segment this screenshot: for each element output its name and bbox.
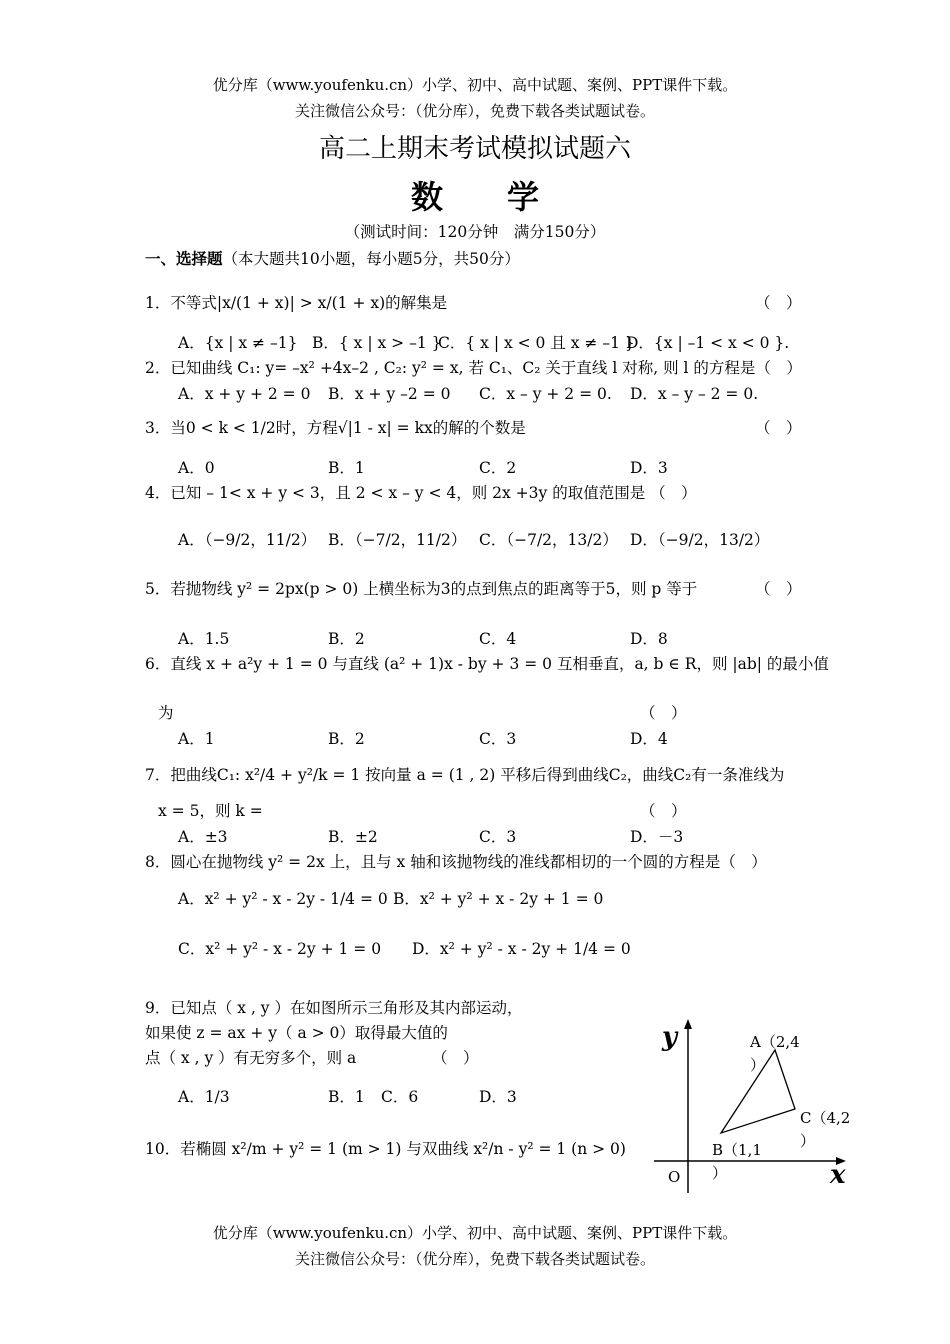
exam-title: 高二上期末考试模拟试题六 [318,134,631,164]
q8-option-b: B．x² + y² + x - 2y + 1 = 0 [393,890,604,908]
q8-option-a: A．x² + y² - x - 2y - 1/4 = 0 [178,890,388,908]
exam-info: （测试时间：120分钟 满分150分） [344,223,606,241]
q2-option-a: A．x + y + 2 = 0 [178,385,311,403]
q3-stem: 3．当0 < k < 1/2时，方程√|1 - x| = kx的解的个数是 [145,419,526,437]
q3-option-a: A．0 [178,459,215,477]
q6-option-c: C．3 [479,730,517,748]
q5-option-c: C．4 [479,630,517,648]
subject-title: 数 学 [410,178,539,216]
q6-option-a: A．1 [178,730,215,748]
q7-option-c: C．3 [479,828,517,846]
point-c-label: C（4,2 [800,1109,851,1127]
q9-option-c: C．6 [381,1088,419,1106]
q7-stem: 7．把曲线C₁: x²/4 + y²/k = 1 按向量 a = (1 , 2) 平移后得到曲线C₂，曲线C₂有一条准线为 [145,766,785,784]
q9-mark: （ ） [432,1049,479,1067]
q4-stem: 4．已知 – 1< x + y < 3，且 2 < x – y < 4，则 2x +3y 的取值范围是 （ ） [145,484,697,502]
q3-mark: （ ） [755,419,802,437]
header-line-1: 优分库（www.youfenku.cn）小学、初中、高中试题、案例、PPT课件下载。 [212,76,738,94]
q2-option-c: C．x – y + 2 = 0. [479,385,612,403]
q5-option-b: B．2 [328,630,365,648]
q6-mark: （ ） [640,704,687,722]
q1-mark: （ ） [755,294,802,312]
q3-option-b: B．1 [328,459,365,477]
q10-stem: 10．若椭圆 x²/m + y² = 1 (m > 1) 与双曲线 x²/n - y² = 1 (n > 0) [145,1140,626,1158]
q8-option-c: C．x² + y² - x - 2y + 1 = 0 [178,940,382,958]
q5-option-d: D．8 [630,630,668,648]
point-a-label-close: ） [750,1056,766,1074]
q7-mark: （ ） [640,802,687,820]
header-line-2: 关注微信公众号：（优分库），免费下载各类试题试卷。 [294,102,655,120]
q2-option-d: D．x – y – 2 = 0. [630,385,759,403]
q7-option-b: B．±2 [328,828,378,846]
q6-option-b: B．2 [328,730,365,748]
point-c-label-close: ） [800,1132,816,1150]
q4-option-c: C．（−7/2，13/2） [479,531,618,549]
q9-option-b: B．1 [328,1088,365,1106]
q2-stem: 2．已知曲线 C₁: y= –x² +4x–2 , C₂: y² = x, 若 C₁、C₂ 关于直线 l 对称, 则 l 的方程是（ ） [145,359,802,377]
q3-option-c: C．2 [479,459,517,477]
point-b-label: B（1,1 [712,1141,762,1159]
q6-stem: 6．直线 x + a²y + 1 = 0 与直线 (a² + 1)x - by + 3 = 0 互相垂直，a, b ∈ R，则 |ab| 的最小值 [145,655,829,673]
q6-stem-cont: 为 [158,704,174,722]
q9-stem-cont-2: 点（ x , y ）有无穷多个，则 a [145,1049,357,1067]
q1-option-c: C．{ x | x < 0 且 x ≠ –1 } [438,334,635,352]
q4-option-b: B．（−7/2，11/2） [328,531,467,549]
q2-option-b: B．x + y –2 = 0 [328,385,451,403]
section-note: （本大题共10小题，每小题5分，共50分） [222,250,520,268]
x-axis-label: x [830,1160,846,1190]
q8-stem: 8．圆心在抛物线 y² = 2x 上，且与 x 轴和该抛物线的准线都相切的一个圆的方程是（ ） [145,853,767,871]
q9-stem: 9．已知点（ x , y ）在如图所示三角形及其内部运动， [145,999,523,1017]
q7-stem-cont: x = 5，则 k = [158,802,263,820]
q9-option-a: A．1/3 [178,1088,230,1106]
section-heading: 一、选择题 [145,249,223,268]
q1-option-a: A．{x | x ≠ –1} [178,334,298,352]
q4-option-d: D．（−9/2，13/2） [630,531,770,549]
section-heading-row [145,247,520,269]
q5-stem: 5．若抛物线 y² = 2px(p > 0) 上横坐标为3的点到焦点的距离等于5，则 p 等于 [145,580,698,598]
y-axis-arrow [684,1019,692,1029]
q4-option-a: A．（−9/2，11/2） [178,531,317,549]
point-b-label-close: ） [712,1164,728,1182]
q7-option-d: D．－3 [630,828,684,846]
footer-line-2: 关注微信公众号：（优分库），免费下载各类试题试卷。 [294,1250,655,1268]
q5-mark: （ ） [755,580,802,598]
footer-line-1: 优分库（www.youfenku.cn）小学、初中、高中试题、案例、PPT课件下载。 [212,1224,738,1242]
q1-option-d: D．{x | –1 < x < 0 }. [626,334,790,352]
q1-stem: 1．不等式|x/(1 + x)| > x/(1 + x)的解集是 [145,294,448,312]
point-a-label: A（2,4 [750,1033,800,1051]
q3-option-d: D．3 [630,459,668,477]
q9-option-d: D．3 [479,1088,517,1106]
q5-option-a: A．1.5 [178,630,230,648]
q9-stem-cont: 如果使 z = ax + y（ a > 0）取得最大值的 [145,1024,448,1042]
q6-option-d: D．4 [630,730,668,748]
q1-option-b: B．{ x | x > –1 } [312,334,442,352]
origin-label: O [668,1168,681,1186]
y-axis-label: y [662,1022,678,1052]
q7-option-a: A．±3 [178,828,228,846]
q8-option-d: D．x² + y² - x - 2y + 1/4 = 0 [412,940,631,958]
triangle-figure [650,1015,860,1195]
